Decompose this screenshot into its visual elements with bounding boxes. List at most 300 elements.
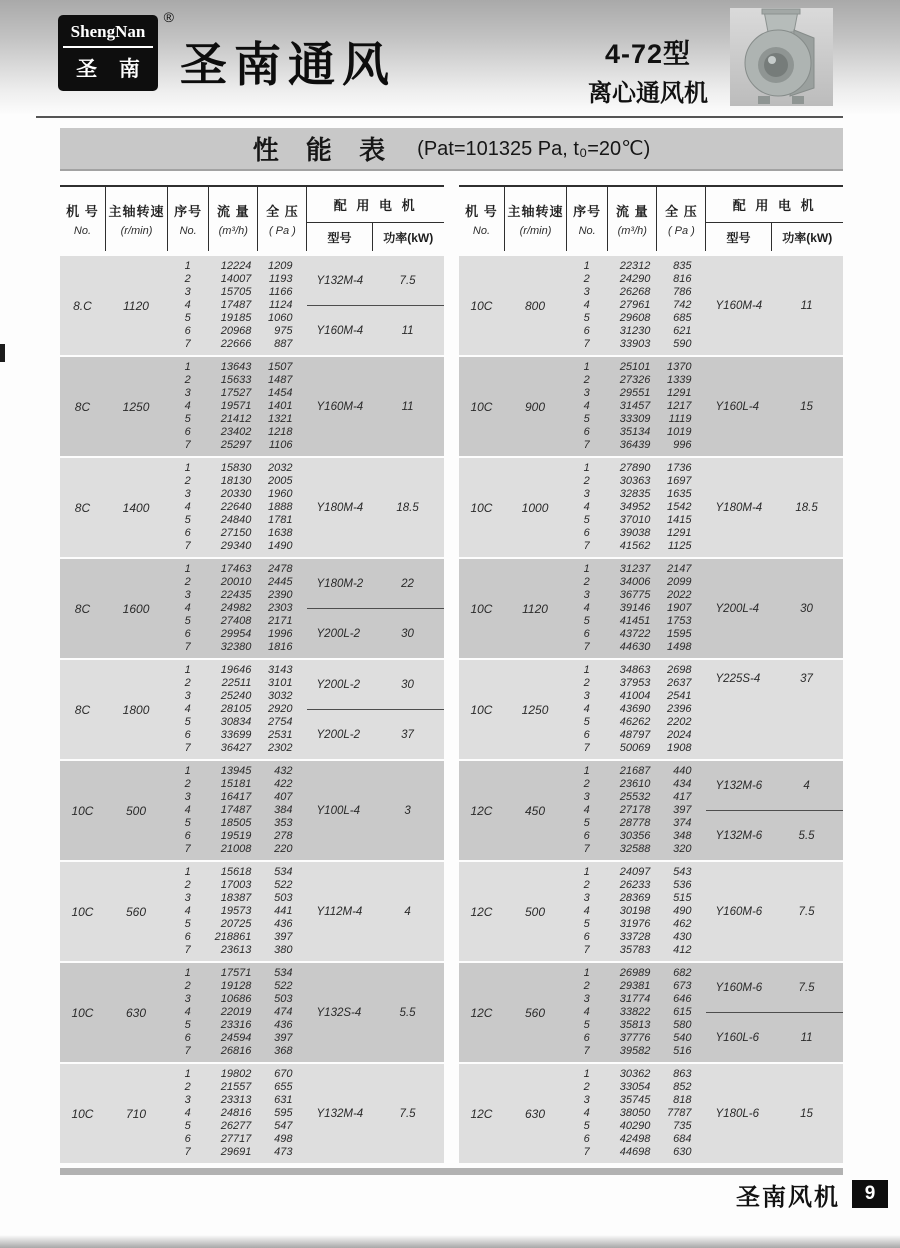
performance-row	[566, 1133, 705, 1146]
row-flow: 25240	[220, 690, 252, 703]
shaft-speed: 1250	[521, 702, 549, 717]
row-seq: 1	[583, 765, 590, 778]
motor-model: Y132S-4	[316, 1006, 362, 1019]
col-seq	[566, 187, 607, 251]
row-pressure: 498	[274, 1132, 293, 1145]
motor-block	[706, 660, 843, 759]
motor-power: 15	[800, 1107, 813, 1120]
motor-block	[706, 559, 843, 658]
row-flow: 31774	[619, 993, 651, 1006]
shaft-speed: 500	[126, 803, 147, 818]
registered-mark: ®	[163, 9, 174, 25]
row-flow: 46262	[619, 715, 651, 728]
row-pressure: 1125	[667, 539, 692, 552]
motor-entry	[706, 963, 843, 1012]
motor-block	[706, 256, 843, 355]
row-seq: 1	[583, 664, 590, 677]
row-flow: 15633	[220, 374, 252, 387]
row-flow: 24594	[220, 1031, 252, 1044]
row-seq: 1	[184, 563, 191, 576]
row-flow: 19573	[220, 905, 252, 918]
row-flow: 21412	[220, 412, 252, 425]
row-seq: 1	[583, 967, 590, 980]
motor-entry	[307, 305, 444, 355]
row-pressure: 2302	[268, 741, 293, 754]
row-pressure: 547	[274, 1119, 293, 1132]
row-pressure: 540	[673, 1031, 692, 1044]
row-seq: 3	[583, 791, 590, 804]
row-pressure: 503	[274, 993, 293, 1006]
row-seq: 7	[583, 438, 590, 451]
row-flow: 30834	[220, 715, 252, 728]
performance-row	[566, 742, 705, 755]
motor-block	[706, 761, 843, 860]
row-flow: 35783	[619, 943, 651, 956]
row-pressure: 2920	[268, 703, 293, 716]
row-flow: 28105	[220, 703, 252, 716]
motor-model: Y200L-2	[316, 728, 360, 741]
motor-power: 22	[401, 577, 414, 590]
motor-block	[307, 660, 444, 759]
row-seq: 4	[184, 905, 191, 918]
performance-row	[167, 501, 306, 514]
row-pressure: 397	[274, 930, 293, 943]
row-pressure: 835	[673, 260, 692, 273]
row-flow: 34863	[619, 664, 651, 677]
table-row-group	[459, 761, 843, 860]
performance-row	[167, 1081, 306, 1094]
row-pressure: 1490	[268, 539, 293, 552]
performance-row	[566, 843, 705, 856]
row-pressure: 615	[673, 1006, 692, 1019]
col-unit: ( Pa )	[268, 225, 296, 237]
row-seq: 3	[184, 286, 191, 299]
shaft-speed: 800	[525, 298, 546, 313]
row-pressure: 1291	[667, 526, 692, 539]
col-motor-label: 配 用 电 机	[333, 198, 418, 214]
shaft-speed: 630	[525, 1106, 546, 1121]
performance-rows	[167, 256, 306, 355]
motor-model: Y160M-6	[715, 981, 763, 994]
performance-row	[566, 488, 705, 501]
motor-block	[307, 1064, 444, 1163]
row-pressure: 407	[274, 791, 293, 804]
table-row-group	[459, 357, 843, 456]
row-flow: 30356	[619, 829, 651, 842]
row-flow: 23613	[220, 943, 252, 956]
performance-row	[167, 615, 306, 628]
row-flow: 19185	[220, 311, 252, 324]
footer	[60, 1179, 888, 1209]
performance-row	[167, 514, 306, 527]
row-pressure: 631	[274, 1094, 293, 1107]
shaft-speed: 630	[126, 1005, 147, 1020]
performance-row	[566, 664, 705, 677]
row-seq: 6	[583, 1132, 590, 1145]
row-flow: 50069	[619, 741, 651, 754]
row-flow: 24097	[619, 866, 651, 879]
row-flow: 22666	[220, 337, 252, 350]
row-pressure: 685	[673, 311, 692, 324]
row-seq: 2	[583, 374, 590, 387]
row-pressure: 397	[274, 1031, 293, 1044]
row-seq: 3	[184, 387, 191, 400]
row-seq: 4	[184, 602, 191, 615]
row-flow: 31230	[619, 324, 651, 337]
table-row-group	[459, 862, 843, 961]
motor-entry	[706, 761, 843, 810]
row-flow: 21557	[220, 1081, 252, 1094]
row-flow: 30362	[619, 1068, 651, 1081]
row-flow: 22511	[221, 677, 252, 690]
row-pressure: 1542	[667, 501, 692, 514]
row-pressure: 384	[274, 804, 293, 817]
motor-power: 4	[404, 905, 411, 918]
performance-row	[566, 703, 705, 716]
row-pressure: 1291	[667, 387, 692, 400]
motor-model: Y132M-4	[316, 274, 364, 287]
performance-row	[566, 1107, 705, 1120]
row-flow: 26816	[220, 1044, 252, 1057]
motor-entry	[307, 963, 444, 1062]
row-seq: 7	[184, 842, 191, 855]
row-seq: 7	[583, 1145, 590, 1158]
performance-row	[566, 1120, 705, 1133]
row-seq: 5	[184, 1018, 191, 1031]
motor-model: Y225S-4	[715, 672, 761, 685]
performance-row	[566, 576, 705, 589]
row-pressure: 1019	[667, 425, 692, 438]
motor-model: Y160L-4	[715, 400, 759, 413]
row-pressure: 1119	[668, 412, 692, 425]
shaft-speed: 560	[126, 904, 147, 919]
row-pressure: 3032	[268, 690, 293, 703]
row-seq: 3	[184, 589, 191, 602]
row-seq: 2	[583, 1081, 590, 1094]
row-flow: 34952	[619, 501, 651, 514]
motor-block	[307, 256, 444, 355]
row-flow: 27408	[220, 614, 252, 627]
row-flow: 29608	[619, 311, 651, 324]
shaft-speed: 710	[126, 1106, 147, 1121]
row-flow: 27150	[220, 526, 252, 539]
motor-model: Y132M-6	[715, 779, 763, 792]
row-flow: 37776	[619, 1031, 651, 1044]
row-flow: 15181	[220, 778, 252, 791]
row-seq: 2	[184, 980, 191, 993]
row-pressure: 1370	[667, 361, 692, 374]
row-pressure: 1321	[268, 412, 293, 425]
machine-no: 10C	[470, 702, 493, 717]
motor-entry	[706, 458, 843, 557]
performance-row	[566, 615, 705, 628]
col-motor-model: 型号	[706, 222, 770, 251]
row-pressure: 1507	[268, 361, 293, 374]
motor-entry	[706, 256, 843, 355]
performance-row	[566, 299, 705, 312]
row-flow: 29340	[220, 539, 252, 552]
performance-row	[566, 439, 705, 452]
row-pressure: 816	[673, 273, 692, 286]
row-flow: 24982	[220, 602, 252, 615]
motor-entry	[706, 660, 843, 698]
row-flow: 26989	[619, 967, 651, 980]
performance-rows	[167, 963, 306, 1062]
row-flow: 23610	[619, 778, 651, 791]
row-flow: 24290	[619, 273, 651, 286]
row-flow: 25101	[619, 361, 651, 374]
motor-power: 18.5	[795, 501, 818, 514]
footer-divider	[60, 1168, 843, 1175]
machine-no: 12C	[470, 803, 493, 818]
performance-row	[167, 866, 306, 879]
shaft-speed: 1400	[122, 500, 150, 515]
motor-model: Y200L-2	[316, 678, 360, 691]
row-seq: 1	[583, 361, 590, 374]
motor-entry	[307, 862, 444, 961]
row-pressure: 490	[673, 905, 692, 918]
table-body-right	[459, 256, 843, 1163]
row-seq: 5	[583, 412, 590, 425]
row-pressure: 503	[274, 892, 293, 905]
col-flow	[208, 187, 257, 251]
row-seq: 2	[184, 1081, 191, 1094]
performance-row	[566, 325, 705, 338]
performance-row	[167, 475, 306, 488]
row-pressure: 2022	[667, 589, 692, 602]
row-pressure: 374	[673, 816, 692, 829]
machine-no: 12C	[470, 1005, 493, 1020]
performance-row	[566, 426, 705, 439]
row-flow: 18130	[220, 475, 252, 488]
product-model	[588, 32, 708, 108]
row-flow: 24816	[220, 1107, 252, 1120]
row-seq: 1	[184, 866, 191, 879]
performance-row	[566, 1006, 705, 1019]
row-seq: 2	[184, 677, 191, 690]
row-flow: 39038	[619, 526, 651, 539]
row-seq: 7	[583, 943, 590, 956]
row-flow: 17003	[220, 879, 252, 892]
row-seq: 6	[583, 425, 590, 438]
table-row-group	[60, 1064, 444, 1163]
table-header-right	[459, 185, 843, 251]
performance-row	[167, 1032, 306, 1045]
row-seq: 7	[583, 1044, 590, 1057]
row-pressure: 2005	[268, 475, 293, 488]
row-seq: 4	[583, 1107, 590, 1120]
performance-row	[566, 892, 705, 905]
shaft-speed: 500	[525, 904, 546, 919]
row-seq: 4	[583, 299, 590, 312]
performance-row	[566, 312, 705, 325]
row-flow: 27890	[619, 462, 651, 475]
performance-rows	[566, 357, 705, 456]
performance-row	[167, 742, 306, 755]
performance-row	[167, 1146, 306, 1159]
motor-entry	[307, 709, 444, 759]
motor-block	[307, 963, 444, 1062]
performance-row	[167, 918, 306, 931]
performance-row	[566, 804, 705, 817]
row-flow: 19802	[220, 1068, 252, 1081]
performance-row	[566, 273, 705, 286]
performance-row	[167, 1045, 306, 1058]
row-flow: 41004	[619, 690, 651, 703]
row-flow: 35813	[619, 1018, 651, 1031]
row-pressure: 1781	[268, 513, 293, 526]
row-flow: 27717	[220, 1132, 252, 1145]
row-seq: 1	[184, 260, 191, 273]
row-flow: 35745	[619, 1094, 651, 1107]
row-pressure: 2478	[268, 563, 293, 576]
row-flow: 15618	[220, 866, 252, 879]
row-pressure: 2147	[667, 563, 692, 576]
performance-row	[566, 830, 705, 843]
row-flow: 41451	[619, 614, 651, 627]
row-pressure: 432	[274, 765, 293, 778]
row-pressure: 2754	[268, 715, 293, 728]
motor-model: Y160L-6	[715, 1031, 759, 1044]
row-flow: 33309	[619, 412, 651, 425]
performance-row	[566, 765, 705, 778]
performance-row	[566, 729, 705, 742]
row-pressure: 682	[673, 967, 692, 980]
row-flow: 28778	[619, 816, 651, 829]
motor-power: 11	[401, 400, 414, 413]
motor-entry	[307, 761, 444, 860]
col-unit: (m³/h)	[218, 225, 248, 237]
performance-row	[167, 677, 306, 690]
row-seq: 4	[184, 703, 191, 716]
motor-model: Y160M-6	[715, 905, 763, 918]
machine-no: 10C	[71, 1106, 94, 1121]
performance-row	[566, 931, 705, 944]
motor-model: Y180M-2	[316, 577, 364, 590]
table-body-left	[60, 256, 444, 1163]
row-pressure: 2202	[667, 715, 692, 728]
row-flow: 31457	[619, 400, 651, 413]
motor-block	[307, 458, 444, 557]
machine-no: 8C	[74, 702, 91, 717]
row-flow: 19646	[220, 664, 252, 677]
performance-row	[167, 1120, 306, 1133]
shaft-speed: 1120	[522, 601, 548, 616]
performance-row	[566, 1081, 705, 1094]
performance-row	[167, 931, 306, 944]
performance-row	[566, 260, 705, 273]
row-seq: 7	[184, 337, 191, 350]
machine-no: 10C	[470, 298, 493, 313]
performance-row	[566, 400, 705, 413]
table-row-group	[459, 458, 843, 557]
motor-model: Y112M-4	[316, 905, 363, 918]
performance-row	[566, 641, 705, 654]
table-row-group	[459, 660, 843, 759]
machine-no: 10C	[470, 399, 493, 414]
row-pressure: 7787	[667, 1107, 692, 1120]
row-pressure: 2032	[268, 462, 293, 475]
motor-power: 7.5	[399, 274, 416, 287]
performance-row	[566, 338, 705, 351]
model-type: 4-72型	[604, 39, 692, 69]
row-pressure: 3101	[268, 677, 293, 690]
row-pressure: 580	[673, 1018, 692, 1031]
row-pressure: 1454	[268, 387, 293, 400]
col-speed	[105, 187, 167, 251]
performance-table-title	[60, 128, 843, 171]
shaft-speed: 1600	[122, 601, 150, 616]
row-pressure: 735	[673, 1119, 692, 1132]
row-flow: 20725	[220, 917, 252, 930]
row-pressure: 534	[274, 967, 293, 980]
performance-row	[167, 286, 306, 299]
row-pressure: 1908	[667, 741, 692, 754]
row-seq: 6	[184, 728, 191, 741]
brand-logo-en: ShengNan	[63, 19, 153, 48]
performance-row	[566, 286, 705, 299]
col-machine-no	[60, 187, 105, 251]
row-seq: 5	[583, 1018, 590, 1031]
row-seq: 6	[583, 526, 590, 539]
motor-block	[307, 761, 444, 860]
row-pressure: 1217	[667, 400, 692, 413]
performance-rows	[566, 458, 705, 557]
performance-rows	[167, 458, 306, 557]
row-seq: 1	[184, 361, 191, 374]
performance-row	[566, 602, 705, 615]
row-pressure: 397	[673, 804, 692, 817]
row-seq: 3	[184, 1094, 191, 1107]
row-pressure: 2531	[268, 728, 293, 741]
row-seq: 6	[184, 1132, 191, 1145]
performance-row	[566, 413, 705, 426]
performance-row	[566, 628, 705, 641]
row-flow: 17487	[220, 804, 252, 817]
row-pressure: 2024	[667, 728, 692, 741]
performance-row	[167, 892, 306, 905]
row-flow: 48797	[619, 728, 651, 741]
performance-row	[566, 374, 705, 387]
row-flow: 20968	[220, 324, 252, 337]
row-seq: 5	[583, 614, 590, 627]
row-pressure: 516	[673, 1044, 692, 1057]
row-pressure: 1193	[268, 273, 293, 286]
performance-row	[566, 791, 705, 804]
row-pressure: 436	[274, 917, 293, 930]
motor-entry	[706, 1064, 843, 1163]
row-pressure: 1218	[268, 425, 293, 438]
motor-power: 7.5	[798, 981, 815, 994]
row-seq: 5	[583, 513, 590, 526]
row-seq: 2	[583, 677, 590, 690]
performance-row	[167, 628, 306, 641]
performance-table-right	[459, 185, 843, 1165]
machine-no: 10C	[71, 803, 94, 818]
row-flow: 20330	[220, 488, 252, 501]
col-label: 主轴转速	[108, 204, 165, 219]
fan-photo	[730, 8, 833, 106]
col-unit: No.	[578, 225, 596, 237]
row-pressure: 2171	[268, 614, 293, 627]
row-pressure: 1124	[268, 299, 293, 312]
row-seq: 4	[184, 501, 191, 514]
row-pressure: 1106	[268, 438, 293, 451]
table-row-group	[459, 1064, 843, 1163]
performance-row	[167, 703, 306, 716]
motor-block	[307, 862, 444, 961]
row-flow: 17487	[220, 299, 252, 312]
